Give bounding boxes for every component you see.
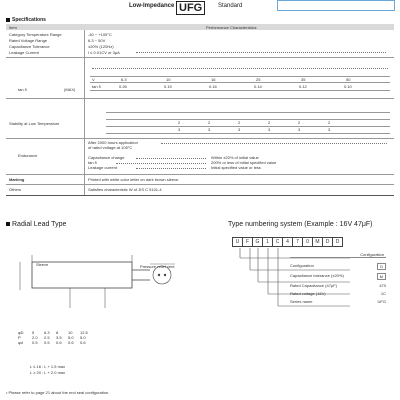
code-char-box: U xyxy=(232,237,243,247)
endurance-line: of rated voltage at 105°C xyxy=(88,145,133,150)
legend-row xyxy=(290,283,386,288)
spec-row-value: -40 ~ +105°C xyxy=(88,32,112,37)
type-numbering-title: Type numbering system (Example : 16V 47μF) xyxy=(228,221,373,228)
legend-code: UFG xyxy=(377,299,386,304)
code-char-box: 0 xyxy=(303,237,313,247)
type-legend-table xyxy=(290,252,386,304)
marking-label: Marking xyxy=(9,177,25,182)
endurance-value: Initial specified value or less xyxy=(211,165,261,170)
endurance-dotted-line xyxy=(136,168,206,169)
tan-value-cell: 0.14 xyxy=(254,84,262,89)
stability-cell: 3 xyxy=(238,127,241,132)
stability-cell: 3 xyxy=(328,127,331,132)
leakage-dotted-line xyxy=(136,52,386,53)
dim-cell: φd xyxy=(18,340,23,345)
endurance-value: Within ±20% of initial value xyxy=(211,155,259,160)
stability-cell: 2 xyxy=(328,120,331,125)
row-separator xyxy=(6,57,394,58)
code-char-box: 7 xyxy=(293,237,303,247)
code-char-box: F xyxy=(243,237,253,247)
tan-value-cell: 0.19 xyxy=(164,84,172,89)
dim-cell: 2.0 xyxy=(32,335,38,340)
tan-header-cell: 16 xyxy=(211,77,216,82)
endurance-line: tan δ xyxy=(88,160,97,165)
dim-cell: 5 xyxy=(32,330,35,335)
header-blue-box xyxy=(277,0,395,11)
legend-row xyxy=(290,263,386,270)
legend-label: Rated Capacitance (47μF) xyxy=(290,283,337,288)
code-char-box: 4 xyxy=(283,237,293,247)
stability-header-line xyxy=(106,112,390,113)
stability-cell: 2 xyxy=(208,120,211,125)
legend-code: 1C xyxy=(380,291,386,296)
dim-cell: P xyxy=(18,335,21,340)
endurance-dotted-line xyxy=(116,163,206,164)
section-radial-lead-title xyxy=(6,221,66,229)
dim-cell: 5.0 xyxy=(68,335,74,340)
row-separator xyxy=(6,98,394,99)
tan-header-cell: 10 xyxy=(166,77,171,82)
header-left-label: Low-Impedance xyxy=(129,3,175,9)
others-label: Others xyxy=(9,187,22,192)
section-marker-icon xyxy=(6,18,10,22)
table-bottom-border xyxy=(6,195,394,196)
tan-header-cell: 25 xyxy=(256,77,261,82)
stability-row-line xyxy=(106,133,390,134)
spec-row-label: Leakage Current xyxy=(9,50,39,55)
stability-cell: 2 xyxy=(178,120,181,125)
pressure-relief-label: Pressure relief vent xyxy=(140,264,175,269)
dim-cell: 2.5 xyxy=(44,335,50,340)
section-specifications-title xyxy=(6,17,46,23)
tan-value-cell: 0.10 xyxy=(344,84,352,89)
stability-cell: 3 xyxy=(208,127,211,132)
spec-row-label: Category Temperature Range xyxy=(9,32,62,37)
stability-cell: 2 xyxy=(268,120,271,125)
row-separator xyxy=(6,174,394,175)
legend-code: 470 xyxy=(379,283,386,288)
dimension-row-d xyxy=(18,340,94,345)
code-char-box: M xyxy=(313,237,323,247)
legend-label: Series name xyxy=(290,299,313,304)
endurance-dotted-line xyxy=(161,143,387,144)
stability-cell: 3 xyxy=(178,127,181,132)
dim-cell: 3.5 xyxy=(56,335,62,340)
legend-row xyxy=(290,291,386,296)
spec-row-value: 6.3 ~ 50V xyxy=(88,38,106,43)
tan-dotted-line xyxy=(92,68,388,69)
section-title-text: Specifications xyxy=(12,17,46,23)
stability-cell: 3 xyxy=(298,127,301,132)
legend-code: D xyxy=(377,263,386,270)
stability-label: Stability at Low Temperature xyxy=(9,121,60,126)
endurance-line: After 2000 hours application xyxy=(88,140,138,145)
code-char-box: G xyxy=(253,237,263,247)
tan-delta-label: tan δ xyxy=(18,87,27,92)
spec-header-performance: Performance Characteristics xyxy=(206,25,257,30)
legend-label: Capacitance tolerance (±20%) xyxy=(290,273,344,278)
spec-row-value: I ≤ 0.01CV or 3μA xyxy=(88,50,120,55)
tan-value-cell: 0.26 xyxy=(119,84,127,89)
spec-col-divider xyxy=(84,30,85,196)
legend-header: Configuration xyxy=(360,252,384,257)
endurance-value: 200% or less of initial specified value xyxy=(211,160,277,165)
legend-label: Rated voltage (16V) xyxy=(290,291,326,296)
section-title-text: Radial Lead Type xyxy=(12,221,67,228)
stability-cell: 2 xyxy=(298,120,301,125)
stability-cell: 3 xyxy=(268,127,271,132)
code-char-box: C xyxy=(273,237,283,247)
dim-cell: 0.6 xyxy=(80,340,86,345)
dim-cell: 0.6 xyxy=(56,340,62,345)
spec-table-header xyxy=(6,24,394,30)
tan-delta-sublabel: (MAX) xyxy=(64,87,76,92)
legend-code: M xyxy=(377,273,386,280)
tan-header-cell: 6.3 xyxy=(121,77,127,82)
dim-cell: 12.5 xyxy=(80,330,88,335)
dimension-footnote-2: L ≥ 20 : L + 2.0 max xyxy=(30,370,66,375)
others-value: Satisfies characteristic W of JIS C 5101-4 xyxy=(88,187,162,192)
code-char-box: D xyxy=(323,237,333,247)
legend-label: Configuration xyxy=(290,263,314,268)
sleeve-label: Sleeve xyxy=(36,262,49,267)
series-code-box: UFG xyxy=(176,1,205,15)
header-right-label: Standard xyxy=(218,3,243,9)
legend-row xyxy=(290,273,386,280)
spec-row-value: ±20% (120Hz) xyxy=(88,44,114,49)
dim-cell: 0.5 xyxy=(44,340,50,345)
endurance-label: Endurance xyxy=(18,153,38,158)
row-separator xyxy=(6,138,394,139)
dim-cell: 0.6 xyxy=(68,340,74,345)
code-char-box: 1 xyxy=(263,237,273,247)
tan-value-cell: 0.16 xyxy=(209,84,217,89)
legend-row xyxy=(290,299,386,304)
tan-value-cell: 0.12 xyxy=(299,84,307,89)
tan-bottom-line xyxy=(90,90,390,91)
dim-cell: 8 xyxy=(56,330,59,335)
dimension-footnote: L ≤ 16 : L + 1.5 max xyxy=(30,364,66,369)
endurance-line: Leakage current xyxy=(88,165,117,170)
tan-header-cell: 50 xyxy=(346,77,351,82)
stability-cell: 2 xyxy=(238,120,241,125)
footer-note: • Please refer to page 21 about the end seal configuration. xyxy=(6,390,110,395)
endurance-dotted-line xyxy=(136,158,206,159)
stability-row-line xyxy=(106,126,390,127)
tan-header-cell: 35 xyxy=(301,77,306,82)
dim-cell: 5.0 xyxy=(80,335,86,340)
endurance-line: Capacitance change xyxy=(88,155,125,160)
spec-row-label: Rated Voltage Range xyxy=(9,38,48,43)
dim-cell: 10 xyxy=(68,330,73,335)
stability-row-line xyxy=(106,119,390,120)
spec-header-item: Item xyxy=(9,25,17,30)
tan-values-label: tan δ xyxy=(92,84,101,89)
tan-header-line xyxy=(90,76,390,77)
dim-cell: φD xyxy=(18,330,24,335)
spec-row-label: Capacitance Tolerance xyxy=(9,44,50,49)
spec-table xyxy=(6,24,394,196)
dim-cell: 6.3 xyxy=(44,330,50,335)
marking-value: Printed with white color letter on dark brown sleeve. xyxy=(88,177,180,182)
tan-values-line xyxy=(90,82,390,83)
tan-header-volts: V xyxy=(92,77,95,82)
dim-cell: 0.5 xyxy=(32,340,38,345)
section-marker-icon xyxy=(6,222,10,226)
dimension-table xyxy=(18,330,94,345)
code-char-box: D xyxy=(333,237,343,247)
row-separator xyxy=(6,184,394,185)
